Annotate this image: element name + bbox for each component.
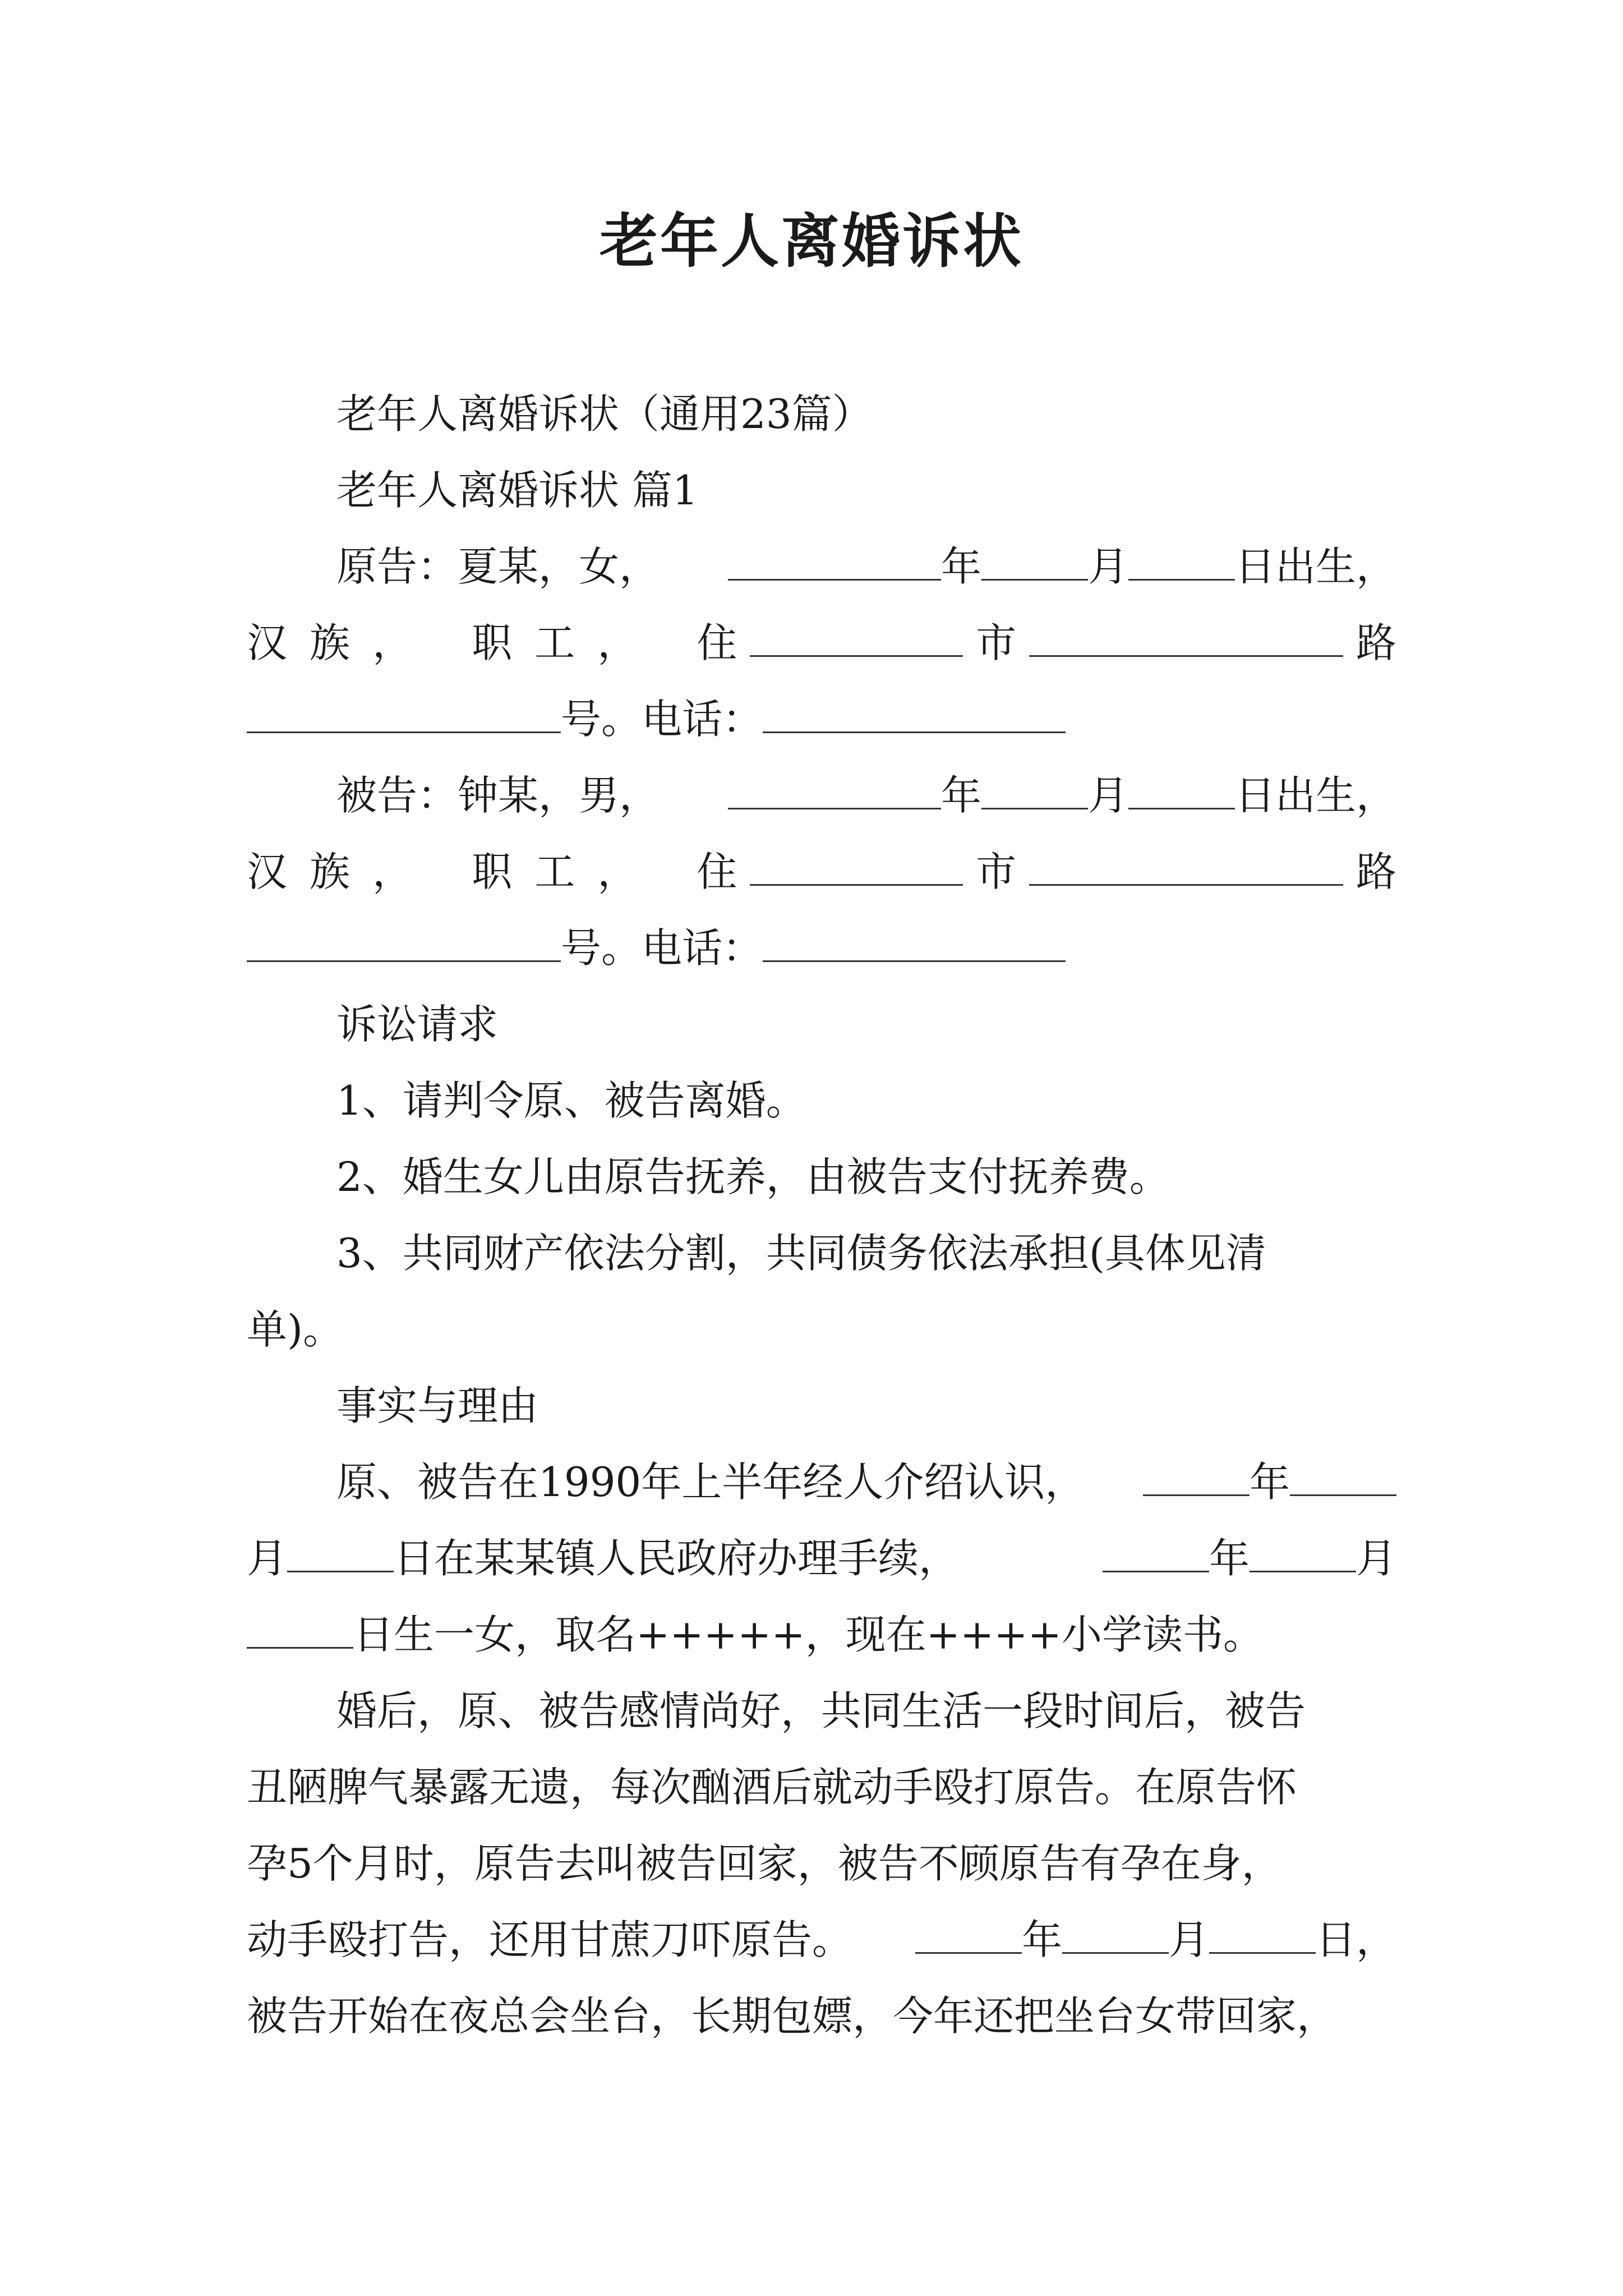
- blank: [763, 696, 1066, 733]
- label-reside: 住: [697, 619, 737, 666]
- plaintiff-address: [697, 616, 1396, 670]
- facts-p2-line-4: [247, 1913, 1396, 1967]
- label-road: 路: [1355, 619, 1396, 666]
- facts-p1-month-1: [247, 1531, 959, 1585]
- label-year: 年: [1021, 1916, 1062, 1963]
- defendant-line-2: [247, 845, 1396, 899]
- blank: [1128, 543, 1235, 581]
- defendant-address: [697, 845, 1396, 899]
- label-number-phone: 号。电话：: [561, 696, 763, 743]
- facts-p2-line-2: 丑陋脾气暴露无遗，每次酗酒后就动手殴打原告。在原告怀: [247, 1764, 1297, 1811]
- facts-p2-line-3: 孕5个月时，原告去叫被告回家，被告不顾原告有孕在身，: [247, 1840, 1282, 1887]
- defendant-job: 职工，: [472, 848, 661, 895]
- blank: [1029, 848, 1343, 886]
- label-month: 月: [1355, 1535, 1396, 1582]
- blank: [1143, 1458, 1249, 1496]
- label-day: 日，: [1315, 1916, 1396, 1963]
- section-heading: 老年人离婚诉状 篇1: [336, 467, 698, 514]
- facts-p1-text-c: 日生一女，取名+++++，现在++++小学读书。: [353, 1611, 1264, 1658]
- plaintiff-line-1: [336, 540, 1396, 593]
- label-road: 路: [1355, 848, 1396, 895]
- defendant-line-1: [336, 769, 1396, 822]
- document-title: 老年人离婚诉状: [599, 206, 1023, 275]
- facts-p1-line-1: [336, 1455, 1396, 1509]
- plaintiff-ethnicity: 汉族，: [247, 619, 436, 666]
- blank: [1029, 619, 1343, 657]
- blank: [750, 619, 963, 657]
- claim-item-1: 1、请判令原、被告离婚。: [336, 1077, 806, 1124]
- label-month: 月: [1087, 772, 1128, 819]
- claim-item-3-cont: 单)。: [247, 1306, 344, 1353]
- facts-p1-date-2: [1103, 1531, 1396, 1585]
- facts-p2-date: [915, 1913, 1396, 1967]
- label-year: 年: [1249, 1458, 1290, 1506]
- claims-heading: 诉讼请求: [336, 1001, 499, 1048]
- subtitle: 老年人离婚诉状（通用23篇）: [336, 390, 873, 438]
- facts-p2-text-4a: 动手殴打告，还用甘蔗刀吓原告。: [247, 1916, 853, 1963]
- plaintiff-name: 原告：夏某，女，: [336, 543, 660, 590]
- blank: [981, 772, 1088, 809]
- blank: [728, 772, 941, 809]
- facts-p1-line-2: [247, 1531, 1396, 1585]
- label-reside: 住: [697, 848, 737, 895]
- defendant-birth-blank: [728, 769, 1396, 822]
- label-year: 年: [940, 772, 981, 819]
- label-month: 月: [1087, 543, 1128, 590]
- blank: [981, 543, 1088, 581]
- label-city: 市: [976, 619, 1017, 666]
- plaintiff-line-2: [247, 616, 1396, 670]
- label-number-phone: 号。电话：: [561, 924, 763, 972]
- blank: [1128, 772, 1235, 809]
- claim-item-2: 2、婚生女儿由原告抚养，由被告支付抚养费。: [336, 1153, 1170, 1200]
- facts-p1-text-a: 原、被告在1990年上半年经人介绍认识，: [336, 1458, 1086, 1506]
- plaintiff-birth-blank: [728, 540, 1396, 593]
- facts-p2-line-5: 被告开始在夜总会坐台，长期包嫖，今年还把坐台女带回家，: [247, 1993, 1338, 2040]
- blank: [247, 696, 561, 733]
- facts-heading: 事实与理由: [336, 1382, 539, 1429]
- blank: [728, 543, 941, 581]
- label-day-born: 日出生，: [1234, 772, 1396, 819]
- blank: [247, 1611, 353, 1649]
- label-city: 市: [976, 848, 1017, 895]
- facts-p2-line-1: 婚后，原、被告感情尚好，共同生活一段时间后，被告: [336, 1687, 1306, 1734]
- defendant-ethnicity: 汉族，: [247, 848, 436, 895]
- defendant-line-3: [247, 921, 1396, 975]
- blank: [287, 1535, 394, 1572]
- blank: [1062, 1916, 1169, 1954]
- facts-p1-line-3: [247, 1608, 1396, 1662]
- defendant-name: 被告：钟某，男，: [336, 772, 660, 819]
- facts-p1-date-1: [1143, 1455, 1396, 1509]
- label-year: 年: [1209, 1535, 1249, 1582]
- plaintiff-line-3: [247, 692, 1396, 746]
- blank: [750, 848, 963, 886]
- label-day-born: 日出生，: [1234, 543, 1396, 590]
- blank: [247, 924, 561, 962]
- blank: [915, 1916, 1022, 1954]
- facts-p1-text-b: 日在某某镇人民政府办理手续，: [394, 1535, 960, 1582]
- blank: [1103, 1535, 1209, 1572]
- blank: [1249, 1535, 1356, 1572]
- plaintiff-job: 职工，: [472, 619, 661, 666]
- blank: [763, 924, 1066, 962]
- blank: [1290, 1458, 1396, 1496]
- label-year: 年: [940, 543, 981, 590]
- label-month: 月: [247, 1535, 288, 1582]
- blank: [1209, 1916, 1316, 1954]
- claim-item-3: 3、共同财产依法分割，共同债务依法承担(具体见清: [336, 1230, 1266, 1277]
- label-month: 月: [1168, 1916, 1209, 1963]
